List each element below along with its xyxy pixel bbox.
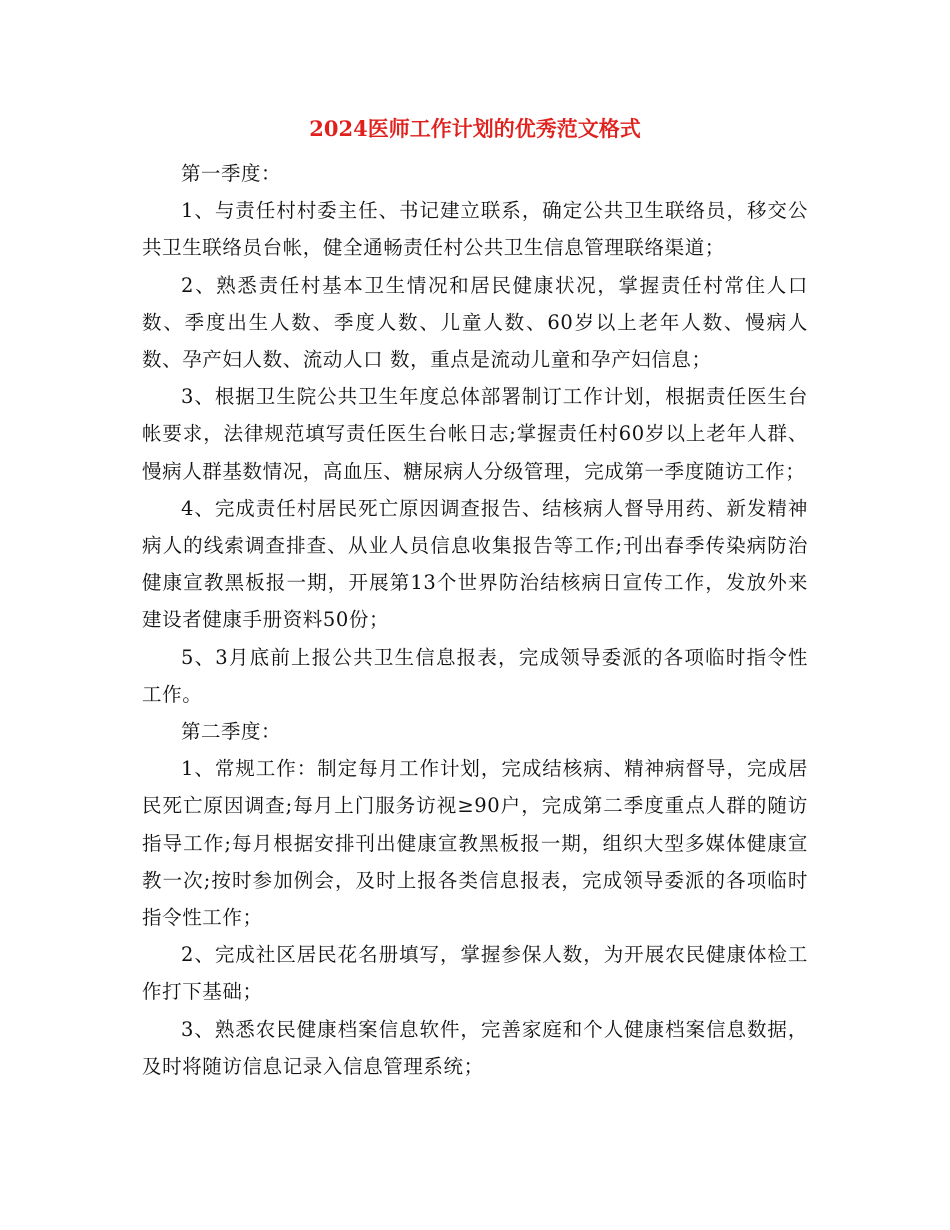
paragraph-q1-item-5: 5、3月底前上报公共卫生信息报表，完成领导委派的各项临时指令性工作。 — [142, 645, 808, 706]
paragraph-q1-item-4: 4、完成责任村居民死亡原因调查报告、结核病人督导用药、新发精神病人的线索调查排查、从业人员信息收集报告等工作;刊出春季传染病防治健康宣教黑板报一期，开展第13个世界防治结核病日宣传工作，发放外来建设者健康手册资料50份； — [142, 496, 808, 632]
paragraph-q1-item-2: 2、熟悉责任村基本卫生情况和居民健康状况，掌握责任村常住人口数、季度出生人数、季度人数、儿童人数、60岁以上老年人数、慢病人数、孕产妇人数、流动人口 数，重点是流动儿童和孕产妇信息； — [142, 273, 808, 372]
document-body — [142, 155, 808, 1085]
paragraph-q2-item-2: 2、完成社区居民花名册填写，掌握参保人数，为开展农民健康体检工作打下基础； — [142, 943, 808, 1004]
paragraph-q1-item-3: 3、根据卫生院公共卫生年度总体部署制订工作计划，根据责任医生台帐要求，法律规范填写责任医生台帐日志;掌握责任村60岁以上老年人群、慢病人群基数情况，高血压、糖尿病人分级管理，完成第一季度随访工作； — [142, 385, 808, 483]
paragraph-q2-item-1: 1、常规工作：制定每月工作计划，完成结核病、精神病督导，完成居民死亡原因调查;每月上门服务访视≥90户，完成第二季度重点人群的随访指导工作;每月根据安排刊出健康宣教黑板报一期，组织大型多媒体健康宣教一次;按时参加例会，及时上报各类信息报表，完成领导委派的各项临时指令性工作； — [142, 757, 808, 930]
section-heading-q2: 第二季度： — [181, 720, 282, 744]
paragraph-q2-item-3: 3、熟悉农民健康档案信息软件，完善家庭和个人健康档案信息数据，及时将随访信息记录入信息管理系统； — [142, 1017, 808, 1078]
section-heading-q1: 第一季度： — [181, 162, 282, 185]
paragraph-q1-item-1: 1、与责任村村委主任、书记建立联系，确定公共卫生联络员，移交公共卫生联络员台帐，健全通畅责任村公共卫生信息管理联络渠道； — [142, 199, 808, 260]
document-title: 2024医师工作计划的优秀范文格式 — [309, 116, 641, 141]
